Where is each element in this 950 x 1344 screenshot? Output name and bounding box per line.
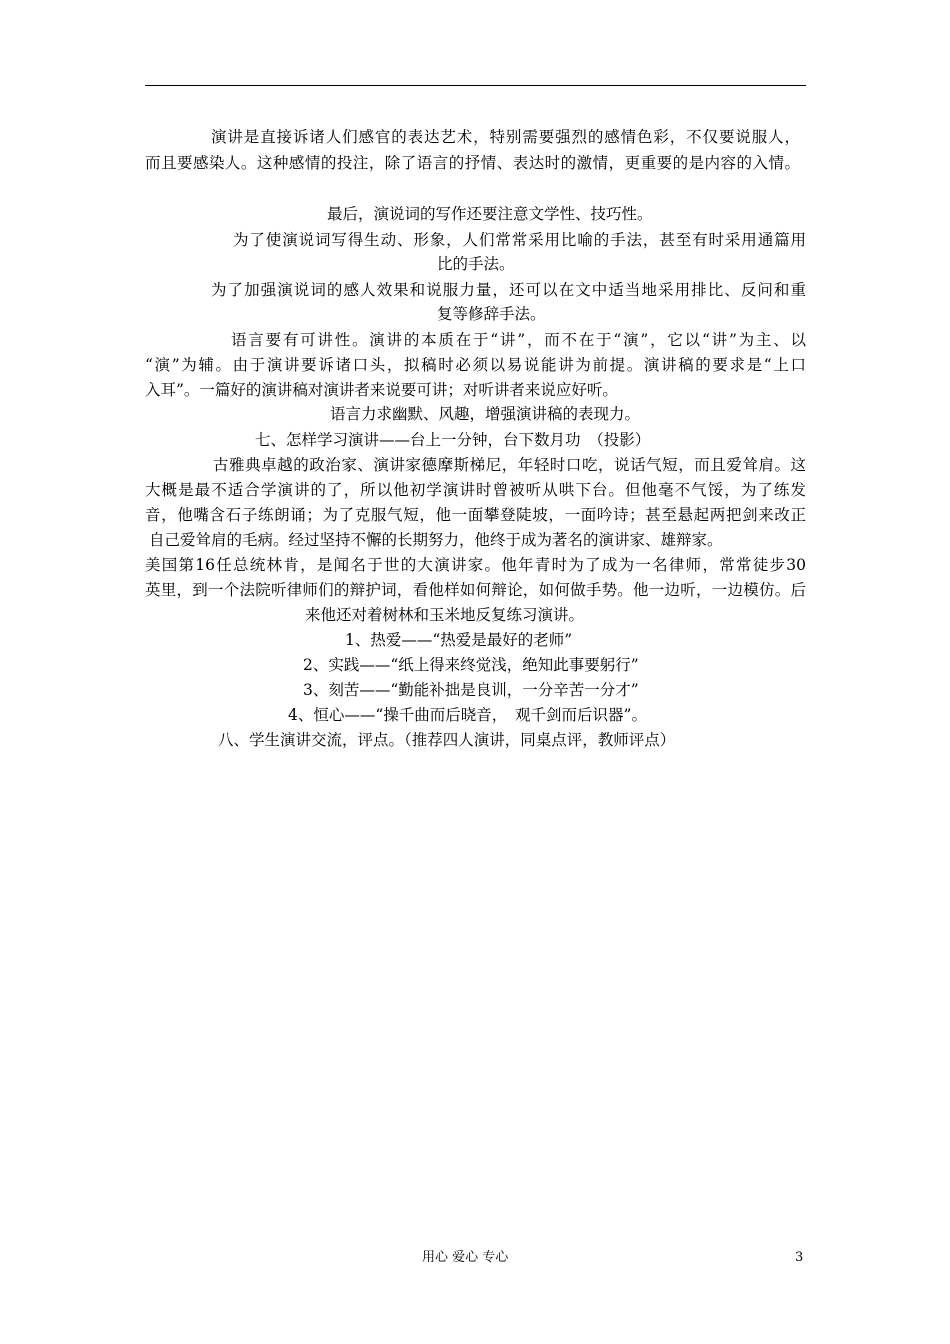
paragraph-line: 语言要有可讲性。演讲的本质在于“讲”，而不在于“演”，它以“讲”为主、以 <box>231 331 806 349</box>
paragraph-line: 而且要感染人。这种感情的投注，除了语言的抒情、表达时的激情，更重要的是内容的入情。 <box>145 154 800 172</box>
paragraph-line: 为了使演说词写得生动、形象，人们常常采用比喻的手法，甚至有时采用通篇用 <box>233 231 806 249</box>
paragraph-line: 比的手法。 <box>437 255 515 273</box>
section-heading: 八、学生演讲交流，评点。（推荐四人演讲，同桌点评，教师评点） <box>218 731 676 749</box>
paragraph-line: “演”为辅。由于演讲要诉诸口头，拟稿时必须以易说能讲为前提。演讲稿的要求是“上口 <box>145 356 806 374</box>
paragraph-line: 来他还对着树林和玉米地反复练习演讲。 <box>305 606 585 624</box>
section-heading: 七、怎样学习演讲——台上一分钟，台下数月功 （投影） <box>255 431 651 449</box>
paragraph-line: 美国第16任总统林肯，是闻名于世的大演讲家。他年青时为了成为一名律师，常常徒步30 <box>145 556 806 574</box>
paragraph-line: 大概是最不适合学演讲的了，所以他初学演讲时曾被听从哄下台。但他毫不气馁，为了练发 <box>145 481 806 499</box>
paragraph-line: 音，他嘴含石子练朗诵；为了克服气短，他一面攀登陡坡，一面吟诗；甚至悬起两把剑来改正 <box>145 506 806 524</box>
page-number: 3 <box>795 1250 804 1265</box>
footer-slogan: 用心 爱心 专心 <box>422 1250 509 1265</box>
list-item: 4、恒心——“操千曲而后晓音， 观千剑而后识器”。 <box>288 706 647 724</box>
paragraph-line: 最后，演说词的写作还要注意文学性、技巧性。 <box>327 205 653 223</box>
paragraph-line: 复等修辞手法。 <box>437 305 546 323</box>
paragraph-line: 演讲是直接诉诸人们感官的表达艺术，特别需要强烈的感情色彩，不仅要说服人， <box>211 128 800 146</box>
paragraph-line: 为了加强演说词的感人效果和说服力量，还可以在文中适当地采用排比、反问和重 <box>211 281 806 299</box>
header-rule <box>145 85 806 86</box>
list-item: 2、实践——“纸上得来终觉浅，绝知此事要躬行” <box>303 656 639 674</box>
paragraph-line: 语言力求幽默、风趣，增强演讲稿的表现力。 <box>330 405 641 423</box>
list-item: 1、热爱——“热爱是最好的老师” <box>345 631 573 649</box>
paragraph-line: 古雅典卓越的政治家、演讲家德摩斯梯尼，年轻时口吃，说话气短，而且爱耸肩。这 <box>213 456 806 474</box>
paragraph-line: 入耳”。一篇好的演讲稿对演讲者来说要可讲；对听讲者来说应好听。 <box>145 381 618 399</box>
paragraph-line: 自己爱耸肩的毛病。经过坚持不懈的长期努力，他终于成为著名的演讲家、雄辩家。 <box>149 531 723 549</box>
paragraph-line: 英里，到一个法院听律师们的辩护词，看他样如何辩论，如何做手势。他一边听，一边模仿。后 <box>145 581 806 599</box>
list-item: 3、刻苦——“勤能补拙是良训，一分辛苦一分才” <box>303 681 639 699</box>
